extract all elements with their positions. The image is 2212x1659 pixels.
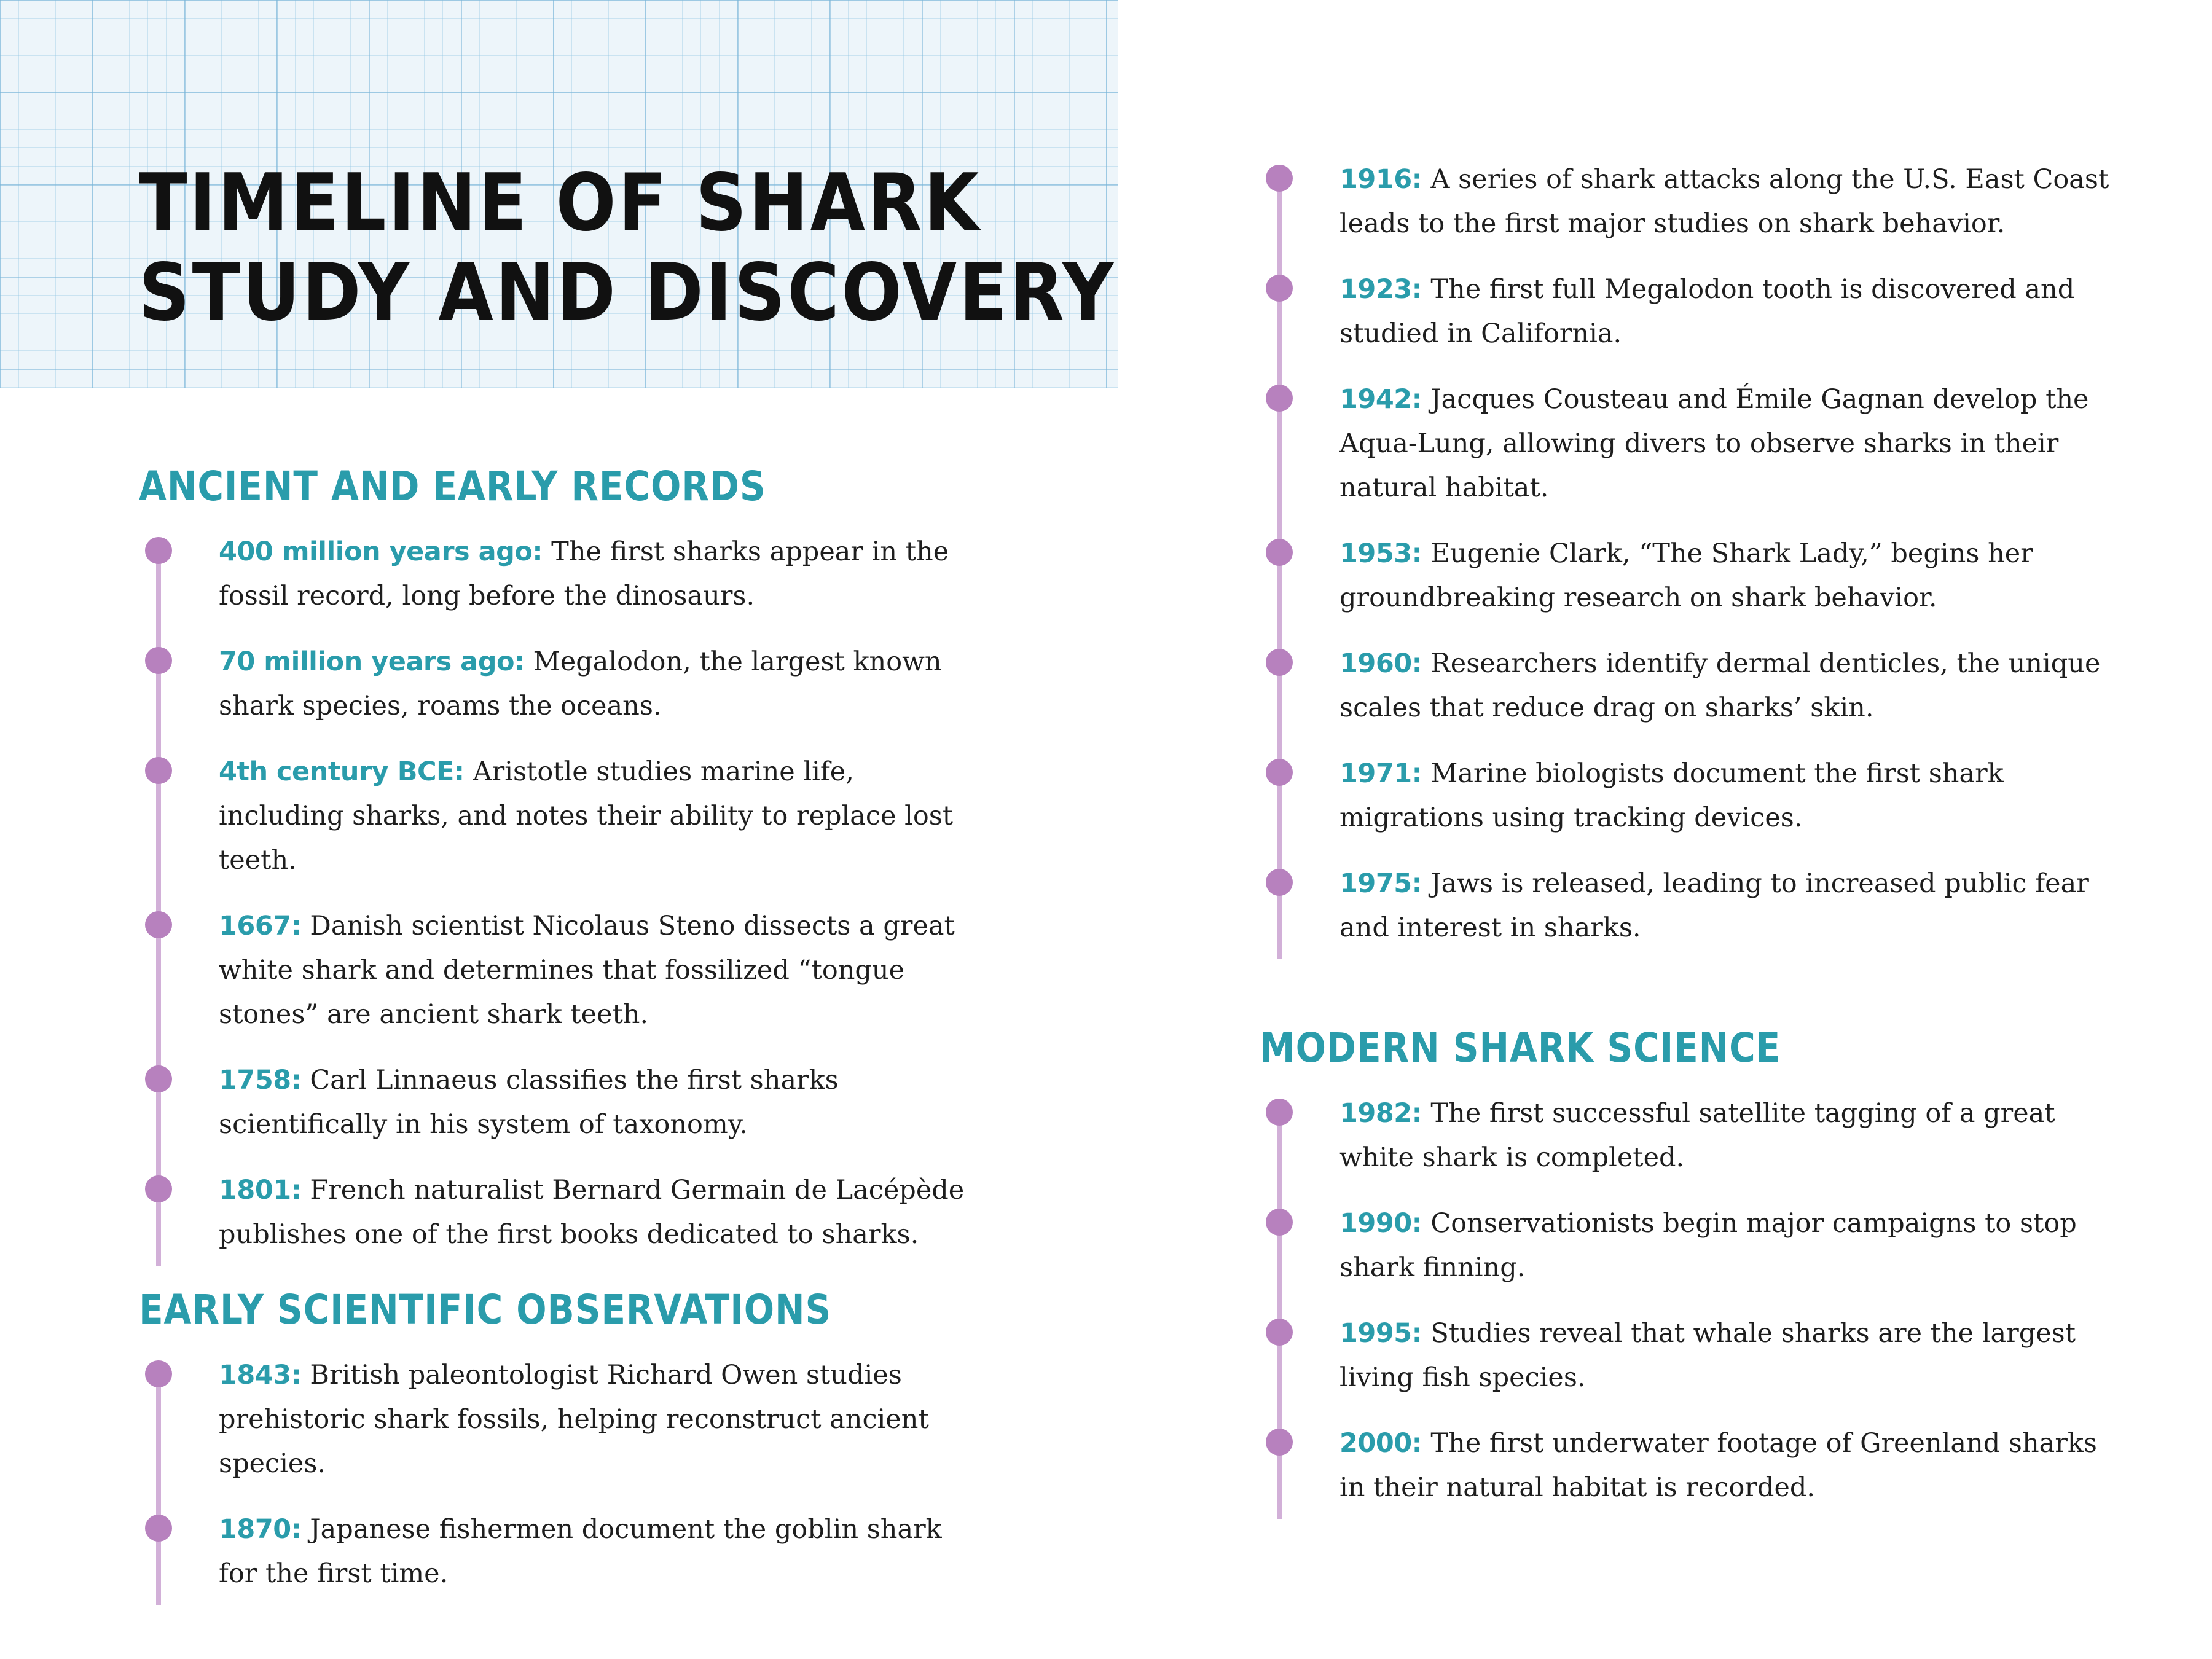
entry-date: 400 million years ago: <box>219 536 543 567</box>
entry-description: A series of shark attacks along the U.S. East Coast leads to the first major studies on shark behavior. <box>1339 164 2109 239</box>
timeline-dot <box>1266 165 1293 192</box>
entry-date: 1990: <box>1339 1208 1422 1239</box>
entry-description: Megalodon, the largest known shark species, roams the oceans. <box>219 646 942 721</box>
timeline-early-scientific <box>139 1353 987 1596</box>
timeline-dot <box>1266 869 1293 896</box>
timeline-dot <box>1266 649 1293 676</box>
timeline-entry <box>139 1507 987 1596</box>
section-heading-modern: MODERN SHARK SCIENCE <box>1260 1024 1781 1072</box>
entry-date: 1916: <box>1339 164 1422 195</box>
entry-description: French naturalist Bernard Germain de Lacépède publishes one of the first books dedicated to sharks. <box>219 1175 965 1250</box>
section-modern-science <box>1260 1024 2120 1510</box>
timeline-dot <box>145 1065 172 1092</box>
entry-description: British paleontologist Richard Owen studies prehistoric shark fossils, helping reconstruct ancient species. <box>219 1360 929 1479</box>
entry-text <box>219 1507 987 1596</box>
entry-date: 1960: <box>1339 648 1422 679</box>
timeline-dot <box>145 757 172 784</box>
entry-text <box>1339 861 2120 950</box>
timeline-entry <box>1260 267 2120 356</box>
timeline-dot <box>145 1175 172 1202</box>
entry-description: The first full Megalodon tooth is discovered and studied in California. <box>1339 274 2075 349</box>
entry-date: 1667: <box>219 911 302 941</box>
timeline-entry <box>1260 157 2120 246</box>
entry-description: Japanese fishermen document the goblin shark for the first time. <box>219 1514 942 1589</box>
timeline-dot <box>1266 1319 1293 1346</box>
entry-date: 1995: <box>1339 1318 1422 1349</box>
entry-text <box>1339 157 2120 246</box>
entry-description: Marine biologists document the first shark migrations using tracking devices. <box>1339 758 2004 833</box>
section-heading-early-scientific: EARLY SCIENTIFIC OBSERVATIONS <box>139 1286 832 1333</box>
timeline-entry <box>1260 1201 2120 1290</box>
timeline-dot <box>1266 1099 1293 1126</box>
timeline-twentieth-century <box>1260 157 2120 950</box>
entry-text <box>219 904 987 1037</box>
timeline-entry <box>139 904 987 1037</box>
entry-date: 1870: <box>219 1514 302 1545</box>
entry-text <box>1339 377 2120 510</box>
timeline-entry <box>139 1353 987 1486</box>
timeline-modern <box>1260 1091 2120 1510</box>
entry-text <box>219 640 987 728</box>
timeline-dot <box>145 537 172 564</box>
entry-text <box>1339 531 2120 620</box>
entry-date: 1801: <box>219 1175 302 1206</box>
entry-description: Conservationists begin major campaigns to stop shark finning. <box>1339 1208 2077 1283</box>
entry-description: Danish scientist Nicolaus Steno dissects a great white shark and determines that fossilized “tongue stones” are ancient shark teeth. <box>219 911 955 1030</box>
timeline-entry <box>1260 861 2120 950</box>
entry-date: 4th century BCE: <box>219 756 465 787</box>
section-early-scientific <box>139 1285 987 1596</box>
entry-text <box>1339 641 2120 730</box>
entry-text <box>1339 1421 2120 1510</box>
entry-date: 2000: <box>1339 1428 1422 1459</box>
entry-description: Jacques Cousteau and Émile Gagnan develop the Aqua-Lung, allowing divers to observe sharks in their natural habitat. <box>1339 384 2089 503</box>
timeline-ancient <box>139 530 987 1257</box>
entry-text <box>1339 1311 2120 1400</box>
entry-description: The first sharks appear in the fossil record, long before the dinosaurs. <box>219 536 949 611</box>
timeline-dot <box>145 911 172 938</box>
entry-text <box>1339 267 2120 356</box>
entry-description: Eugenie Clark, “The Shark Lady,” begins her groundbreaking research on shark behavior. <box>1339 538 2033 613</box>
timeline-dot <box>145 1515 172 1542</box>
timeline-entry <box>139 530 987 618</box>
entry-date: 1942: <box>1339 384 1422 415</box>
entry-text <box>219 1168 987 1257</box>
entry-text <box>219 750 987 882</box>
entry-description: Researchers identify dermal denticles, the unique scales that reduce drag on sharks’ skin. <box>1339 648 2101 723</box>
timeline-entry <box>139 1168 987 1257</box>
timeline-dot <box>145 1360 172 1387</box>
entry-description: Carl Linnaeus classifies the first sharks scientifically in his system of taxonomy. <box>219 1065 839 1140</box>
entry-date: 1953: <box>1339 538 1422 569</box>
section-ancient-records <box>139 462 987 1257</box>
timeline-entry <box>1260 377 2120 510</box>
entry-text <box>1339 751 2120 840</box>
entry-description: Studies reveal that whale sharks are the largest living fish species. <box>1339 1318 2076 1393</box>
timeline-dot <box>1266 1209 1293 1236</box>
entry-description: Aristotle studies marine life, including sharks, and notes their ability to replace lost teeth. <box>219 756 954 876</box>
timeline-entry <box>1260 531 2120 620</box>
section-twentieth-century <box>1260 157 2120 950</box>
entry-description: The first successful satellite tagging of a great white shark is completed. <box>1339 1098 2055 1173</box>
entry-text <box>219 530 987 618</box>
timeline-dot <box>145 647 172 674</box>
timeline-dot <box>1266 385 1293 412</box>
entry-text <box>219 1353 987 1486</box>
entry-description: Jaws is released, leading to increased public fear and interest in sharks. <box>1339 868 2089 943</box>
timeline-entry <box>1260 1091 2120 1180</box>
section-heading-ancient: ANCIENT AND EARLY RECORDS <box>139 463 766 510</box>
entry-date: 1975: <box>1339 868 1422 899</box>
entry-text <box>219 1058 987 1147</box>
timeline-entry <box>1260 751 2120 840</box>
entry-date: 1758: <box>219 1065 302 1096</box>
timeline-entry <box>139 1058 987 1147</box>
entry-date: 1843: <box>219 1360 302 1390</box>
entry-date: 1982: <box>1339 1098 1422 1129</box>
timeline-entry <box>1260 641 2120 730</box>
entry-text <box>1339 1201 2120 1290</box>
entry-text <box>1339 1091 2120 1180</box>
timeline-entry <box>139 640 987 728</box>
timeline-dot <box>1266 759 1293 786</box>
entry-description: The first underwater footage of Greenland sharks in their natural habitat is recorded. <box>1339 1428 2097 1503</box>
entry-date: 70 million years ago: <box>219 646 525 677</box>
page-title: TIMELINE OF SHARK STUDY AND DISCOVERY <box>139 157 1116 339</box>
entry-date: 1971: <box>1339 758 1422 789</box>
timeline-entry <box>1260 1311 2120 1400</box>
timeline-entry <box>1260 1421 2120 1510</box>
timeline-dot <box>1266 275 1293 302</box>
entry-date: 1923: <box>1339 274 1422 305</box>
timeline-dot <box>1266 1429 1293 1456</box>
timeline-entry <box>139 750 987 882</box>
timeline-dot <box>1266 539 1293 566</box>
